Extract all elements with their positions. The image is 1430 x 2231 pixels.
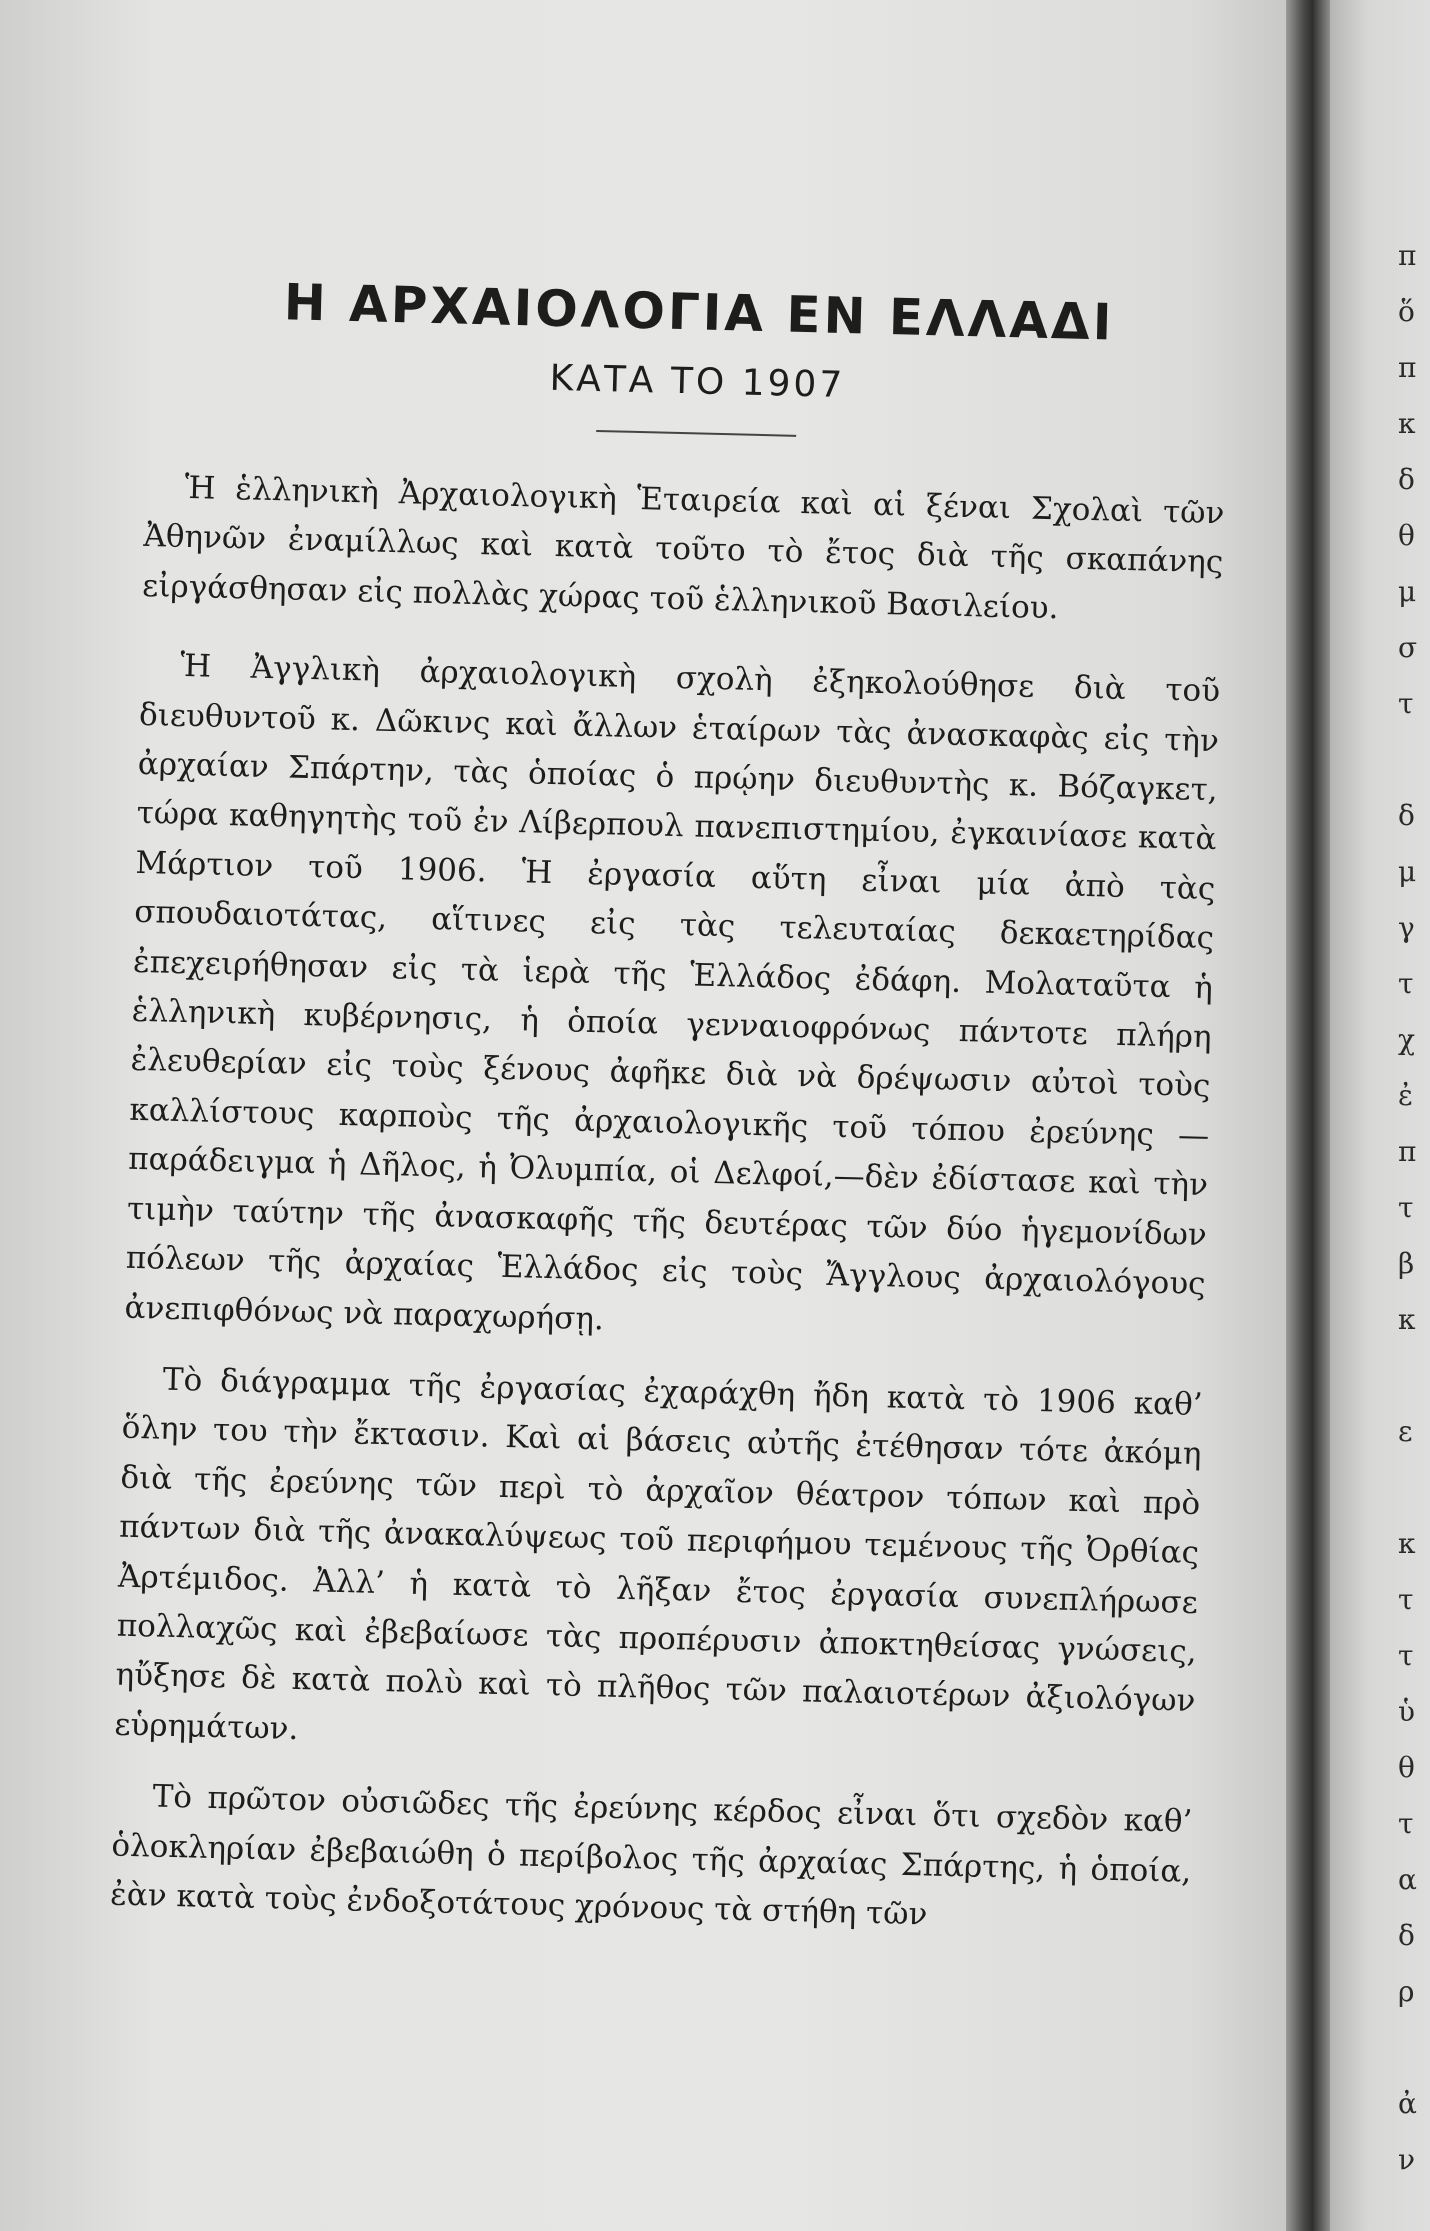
facing-letter: τ	[1398, 1639, 1414, 1672]
facing-letter: κ	[1398, 1303, 1416, 1336]
facing-letter: δ	[1398, 799, 1415, 832]
facing-letter: θ	[1398, 519, 1415, 552]
facing-letter	[1398, 2020, 1430, 2076]
facing-letter: β	[1398, 1247, 1415, 1280]
facing-letter: σ	[1398, 631, 1418, 664]
paragraph-1: Ἡ ἑλληνικὴ Ἀρχαιολογικὴ Ἑταιρεία καὶ αἱ ξέναι Σχολαὶ τῶν Ἀθηνῶν ἐναμίλλως καὶ κατὰ τοῦτο τὸ ἔτος διὰ τῆς σκαπάνης εἰργάσθησαν εἰς πολλὰς χώρας τοῦ ἑλληνικοῦ Βασιλείου.	[141, 469, 1225, 627]
title-divider	[596, 430, 796, 437]
facing-letter: ἐ	[1398, 1079, 1414, 1112]
facing-letter	[1398, 1460, 1430, 1516]
facing-letter: θ	[1398, 1751, 1415, 1784]
facing-letter: μ	[1398, 575, 1417, 608]
page-content	[109, 270, 1230, 1968]
facing-letter: τ	[1398, 1191, 1414, 1224]
facing-letter: δ	[1398, 463, 1415, 496]
facing-letter: ὅ	[1398, 295, 1415, 328]
facing-letter: ὑ	[1398, 1695, 1416, 1728]
facing-letter: π	[1398, 351, 1417, 384]
paragraph-4: Τὸ πρῶτον οὐσιῶδες τῆς ἐρεύνης κέρδος εἶναι ὅτι σχεδὸν καθ’ ὁλοκληρίαν ἐβεβαιώθη ὁ περίβολος τῆς ἀρχαίας Σπάρτης, ἡ ὁποία, ἐὰν κατὰ τοὺς ἐνδοξοτάτους χρόνους τὰ στήθη τῶν	[109, 1778, 1193, 1933]
facing-letter	[1398, 1348, 1430, 1404]
facing-letter: μ	[1398, 855, 1417, 888]
facing-letter: τ	[1398, 1583, 1414, 1616]
facing-letter: ἀ	[1398, 2087, 1417, 2120]
facing-letter: ρ	[1398, 1975, 1415, 2008]
facing-letter: κ	[1398, 1527, 1416, 1560]
facing-letter: τ	[1398, 1807, 1414, 1840]
facing-letter: ν	[1398, 2143, 1416, 2176]
facing-letter: τ	[1398, 687, 1414, 720]
paragraph-3: Τὸ διάγραμμα τῆς ἐργασίας ἐχαράχθη ἤδη κατὰ τὸ 1906 καθ’ ὅλην του τὴν ἔκτασιν. Καὶ αἱ βάσεις αὐτῆς ἐτέθησαν τότε ἀκόμη διὰ τῆς ἐρεύνης τῶν περὶ τὸ ἀρχαῖον θέατρον τόπων καὶ πρὸ πάντων διὰ τῆς ἀνακαλύψεως τοῦ περιφήμου τεμένους τῆς Ὀρθίας Ἀρτέμιδος. Ἀλλ’ ἡ κατὰ τὸ λῆξαν ἔτος ἐργασία συνεπλήρωσε πολλαχῶς καὶ ἐβεβαίωσε τὰς προπέρυσιν ἀποκτηθείσας γνώσεις, ηὔξησε δὲ κατὰ πολὺ καὶ τὸ πλῆθος τῶν παλαιοτέρων ἀξιολόγων εὑρημάτων.	[114, 1361, 1204, 1747]
paragraph-2: Ἡ Ἀγγλικὴ ἀρχαιολογικὴ σχολὴ ἐξηκολούθησε διὰ τοῦ διευθυντοῦ κ. Δῶκινς καὶ ἄλλων ἑταίρων τὰς ἀνασκαφὰς εἰς τὴν ἀρχαίαν Σπάρτην, τὰς ὁποίας ὁ πρῴην διευθυντὴς κ. Βόζαγκετ, τώρα καθηγητὴς τοῦ ἐν Λίβερπουλ πανεπιστημίου, ἐγκαινίασε κατὰ Μάρτιον τοῦ 1906. Ἡ ἐργασία αὕτη εἶναι μία ἀπὸ τὰς σπουδαιοτάτας, αἵτινες εἰς τὰς τελευταίας δεκαετηρίδας ἐπεχειρήθησαν εἰς τὰ ἱερὰ τῆς Ἑλλάδος ἐδάφη. Μολαταῦτα ἡ ἑλληνικὴ κυβέρνησις, ἡ ὁποία γενναιοφρόνως πάντοτε πλήρη ἐλευθερίαν εἰς τοὺς ξένους ἀφῆκε διὰ νὰ δρέψωσιν αὐτοὶ τοὺς καλλίστους καρποὺς τῆς ἀρχαιολογικῆς τοῦ τόπου ἐρεύνης — παράδειγμα ἡ Δῆλος, ἡ Ὀλυμπία, οἱ Δελφοί,—δὲν ἐδίστασε καὶ τὴν τιμὴν ταύτην τῆς ἀνασκαφῆς τῆς δευτέρας τῶν δύο ἡγεμονίδων πόλεων τῆς ἀρχαίας Ἑλλάδος εἰς τοὺς Ἄγγλους ἀρχαιολόγους ἀνεπιφθόνως νὰ παραχωρήσῃ.	[124, 648, 1221, 1337]
facing-letter: τ	[1398, 967, 1414, 1000]
facing-letter: π	[1398, 239, 1417, 272]
article-subtitle: ΚΑΤΑ ΤΟ 1907	[549, 357, 846, 407]
facing-letter: δ	[1398, 1919, 1415, 1952]
facing-letter: γ	[1398, 911, 1415, 944]
facing-letter: π	[1398, 1135, 1417, 1168]
facing-letter: χ	[1398, 1023, 1415, 1056]
facing-letter: κ	[1398, 407, 1416, 440]
facing-letter: ε	[1398, 1415, 1413, 1448]
article-title: Η ΑΡΧΑΙΟΛΟΓΙΑ ΕΝ ΕΛΛΑΔΙ	[283, 273, 1116, 352]
facing-letter	[1398, 732, 1430, 788]
facing-letter: α	[1398, 1863, 1417, 1896]
facing-page-letters	[1398, 228, 1430, 2188]
book-gutter	[1286, 0, 1330, 2231]
